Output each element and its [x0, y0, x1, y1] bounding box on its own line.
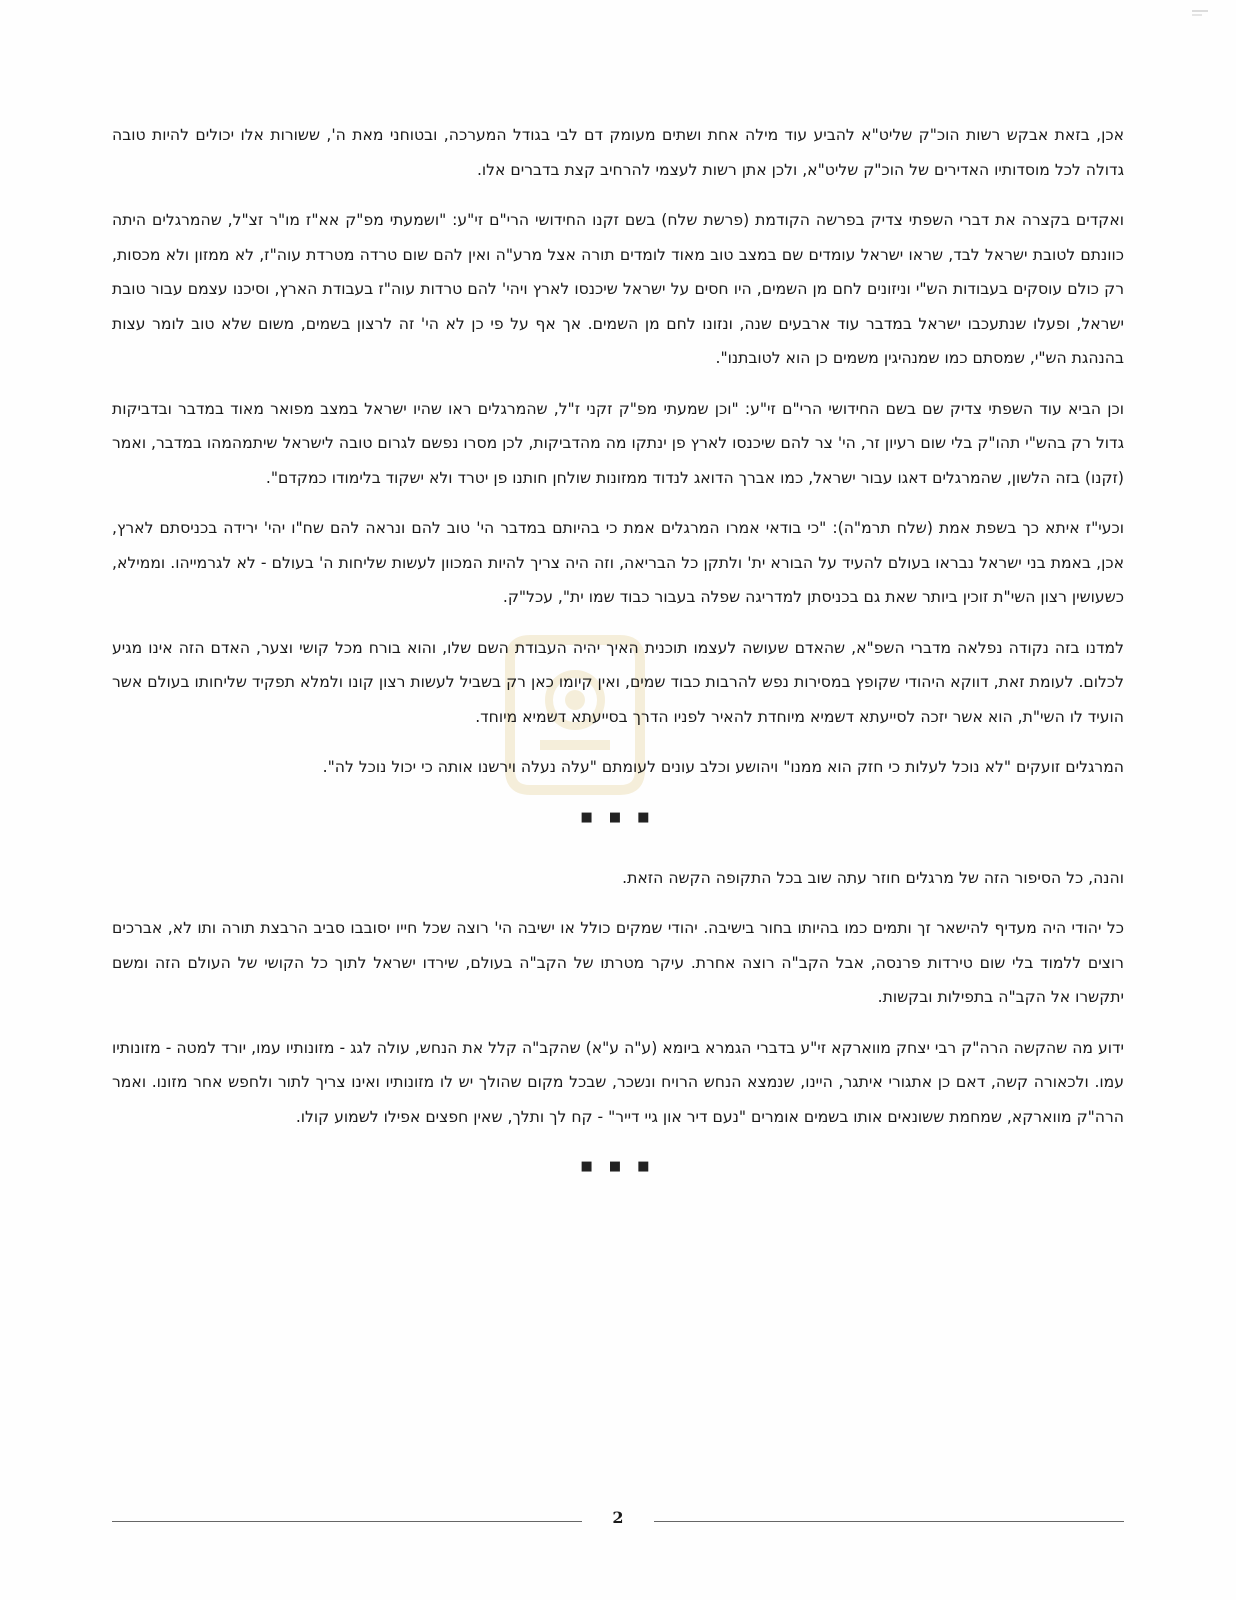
- section-separator: ■ ■ ■: [580, 809, 656, 825]
- paragraph-every-jew: כל יהודי היה מעדיף להישאר זך ותמים כמו בהיותו בחור בישיבה. יהודי שמקים כולל או ישיבה הי' רוצה שכל חייו יסובבו סביב הרבצת תורה ותו לא, אברכים רוצים ללמוד בלי שום טירדות פרנסה, אבל הקב"ה רוצה אחרת. עיקר מטרתו של הקב"ה בעולם, שירדו ישראל לתוך כל הקושי של העולם הזה ומשם יתקשרו אל הקב"ה בתפילות ובקשות.: [112, 919, 1124, 1006]
- paragraph-spies-cry: המרגלים זועקים "לא נוכל לעלות כי חזק הוא ממנו" ויהושע וכלב עונים לעומתם "עלה נעלה וירשנו אותה כי יכול נוכל לה".: [322, 758, 1124, 776]
- corner-scan-mark: [1190, 4, 1210, 14]
- footer-rule-right: [654, 1521, 1124, 1522]
- page-number: 2: [612, 1508, 624, 1527]
- section-separator: ■ ■ ■: [580, 1159, 656, 1174]
- paragraph-sfas-emes: וכעי"ז איתא כך בשפת אמת (שלח תרמ"ה): "כי בודאי אמרו המרגלים אמת כי בהיותם במדבר הי' טוב להם ונראה להם שח"ו יהי' ירידה בכניסתם לארץ, אכן, באמת בני ישראל נבראו בעולם להעיד על הבורא ית' ולתקן כל הבריאה, וזה היה צריך להיות המכוון לעשות שליחות ה' בעולם - לא לגרמייהו. וממילא, כשעושין רצון השי"ת זוכין ביותר שאת גם בכניסתן למדריגה שפלה בעבור כבוד שמו ית", עכל"ק.: [112, 519, 1124, 606]
- paragraph-lesson: למדנו בזה נקודה נפלאה מדברי השפ"א, שהאדם שעושה לעצמו תוכנית האיך יהיה העבודת השם שלו, והוא בורח מכל קושי וצער, האדם הזה אינו מגיע לכלום. לעומת זאת, דווקא היהודי שקופץ במסירות נפש להרבות כבוד שמים, ואין קיומו כאן רק בשביל לעשות רצון קונו ולמלא תפקיד שליחותו בעולם אשר הועיד לו השי"ת, הוא אשר יזכה לסייעתא דשמיא מיוחדת להאיר לפניו הדרך בסייעתא דשמיא מיוחד.: [112, 638, 1124, 726]
- main-text: [112, 118, 1124, 1210]
- paragraph-chidushei-harim: וכן הביא עוד השפתי צדיק שם בשם החידושי הרי"ם זי"ע: "וכן שמעתי מפ"ק זקני ז"ל, שהמרגלים ראו שהיו ישראל במצב מפואר מאוד במדבר ובדביקות גדול רק בהש"י תהו"ק בלי שום רעיון זר, הי' צר להם שיכנסו לארץ פן ינתקו מה מהדביקות, לכן מסרו נפשם לגרום טובה לישראל שיתמהמהו במדבר, ואמר (זקנו) בזה הלשון, שהמרגלים דאגו עבור ישראל, כמו אברך הדואג לנדוד ממזונות שולחן חותנו פן יטרד ולא ישקוד בלימודו כמקדם".: [112, 399, 1124, 487]
- paragraph-vorka: ידוע מה שהקשה הרה"ק רבי יצחק מווארקא זי"ע בדברי הגמרא ביומא (ע"ה ע"א) שהקב"ה קלל את הנחש, עולה לגג - מזונותיו עמו, יורד למטה - מזונותיו עמו. ולכאורה קשה, דאם כן אתגורי איתגר, היינו, שנמצא הנחש הרויח ונשכר, שבכל מקום שהולך יש לו מזונותיו ואינו צריך לתור ולחפש אחר מזונו. ואמר הרה"ק מווארקא, שמחמת ששונאים אותו בשמים אומרים "נעם דיר און גיי דייר" - קח לך ותלך, שאין חפצים אפילו לשמוע קולו.: [112, 1038, 1124, 1126]
- page-footer: [112, 1506, 1124, 1536]
- paragraph-story-returns: והנה, כל הסיפור הזה של מרגלים חוזר עתה שוב בכל התקופה הקשה הזאת.: [622, 868, 1124, 887]
- paragraph-intro: אכן, בזאת אבקש רשות הוכ"ק שליט"א להביע עוד מילה אחת ושתים מעומק דם לבי בגודל המערכה, ובטוחני מאת ה', ששורות אלו יכולים להיות טובה גדולה לכל מוסדותיו האדירים של הוכ"ק שליט"א, ולכן אתן רשות לעצמי להרחיב קצת בדברים אלו.: [112, 126, 1124, 179]
- paragraph-shfas-tzadik: ואקדים בקצרה את דברי השפתי צדיק בפרשה הקודמת (פרשת שלח) בשם זקנו החידושי הרי"ם זי"ע: "ושמעתי מפ"ק אא"ז מו"ר זצ"ל, שהמרגלים היתה כוונתם לטובת ישראל לבד, שראו ישראל עומדים שם במצב טוב מאוד לומדים תורה אצל מרע"ה ואין להם שום טרדה מטרדת עוה"ז, לא ממזון ולא מכסות, רק כולם עוסקים בעבודות הש"י וניזונים לחם מן השמים, היו חסים על ישראל שיכנסו לארץ ויהי' להם טרדות עוה"ז בעבודת הארץ, וסיכנו עצמם עבור טובת ישראל, ופעלו שנתעכבו ישראל במדבר עוד ארבעים שנה, ונזונו לחם מן השמים. אך אף על פי כן לא הי' זה לרצון בשמים, משום שלא טוב לומר עצות בהנהגת הש"י, שמסתם כמו שמנהיגין משמים כן הוא לטובתנו".: [112, 211, 1124, 367]
